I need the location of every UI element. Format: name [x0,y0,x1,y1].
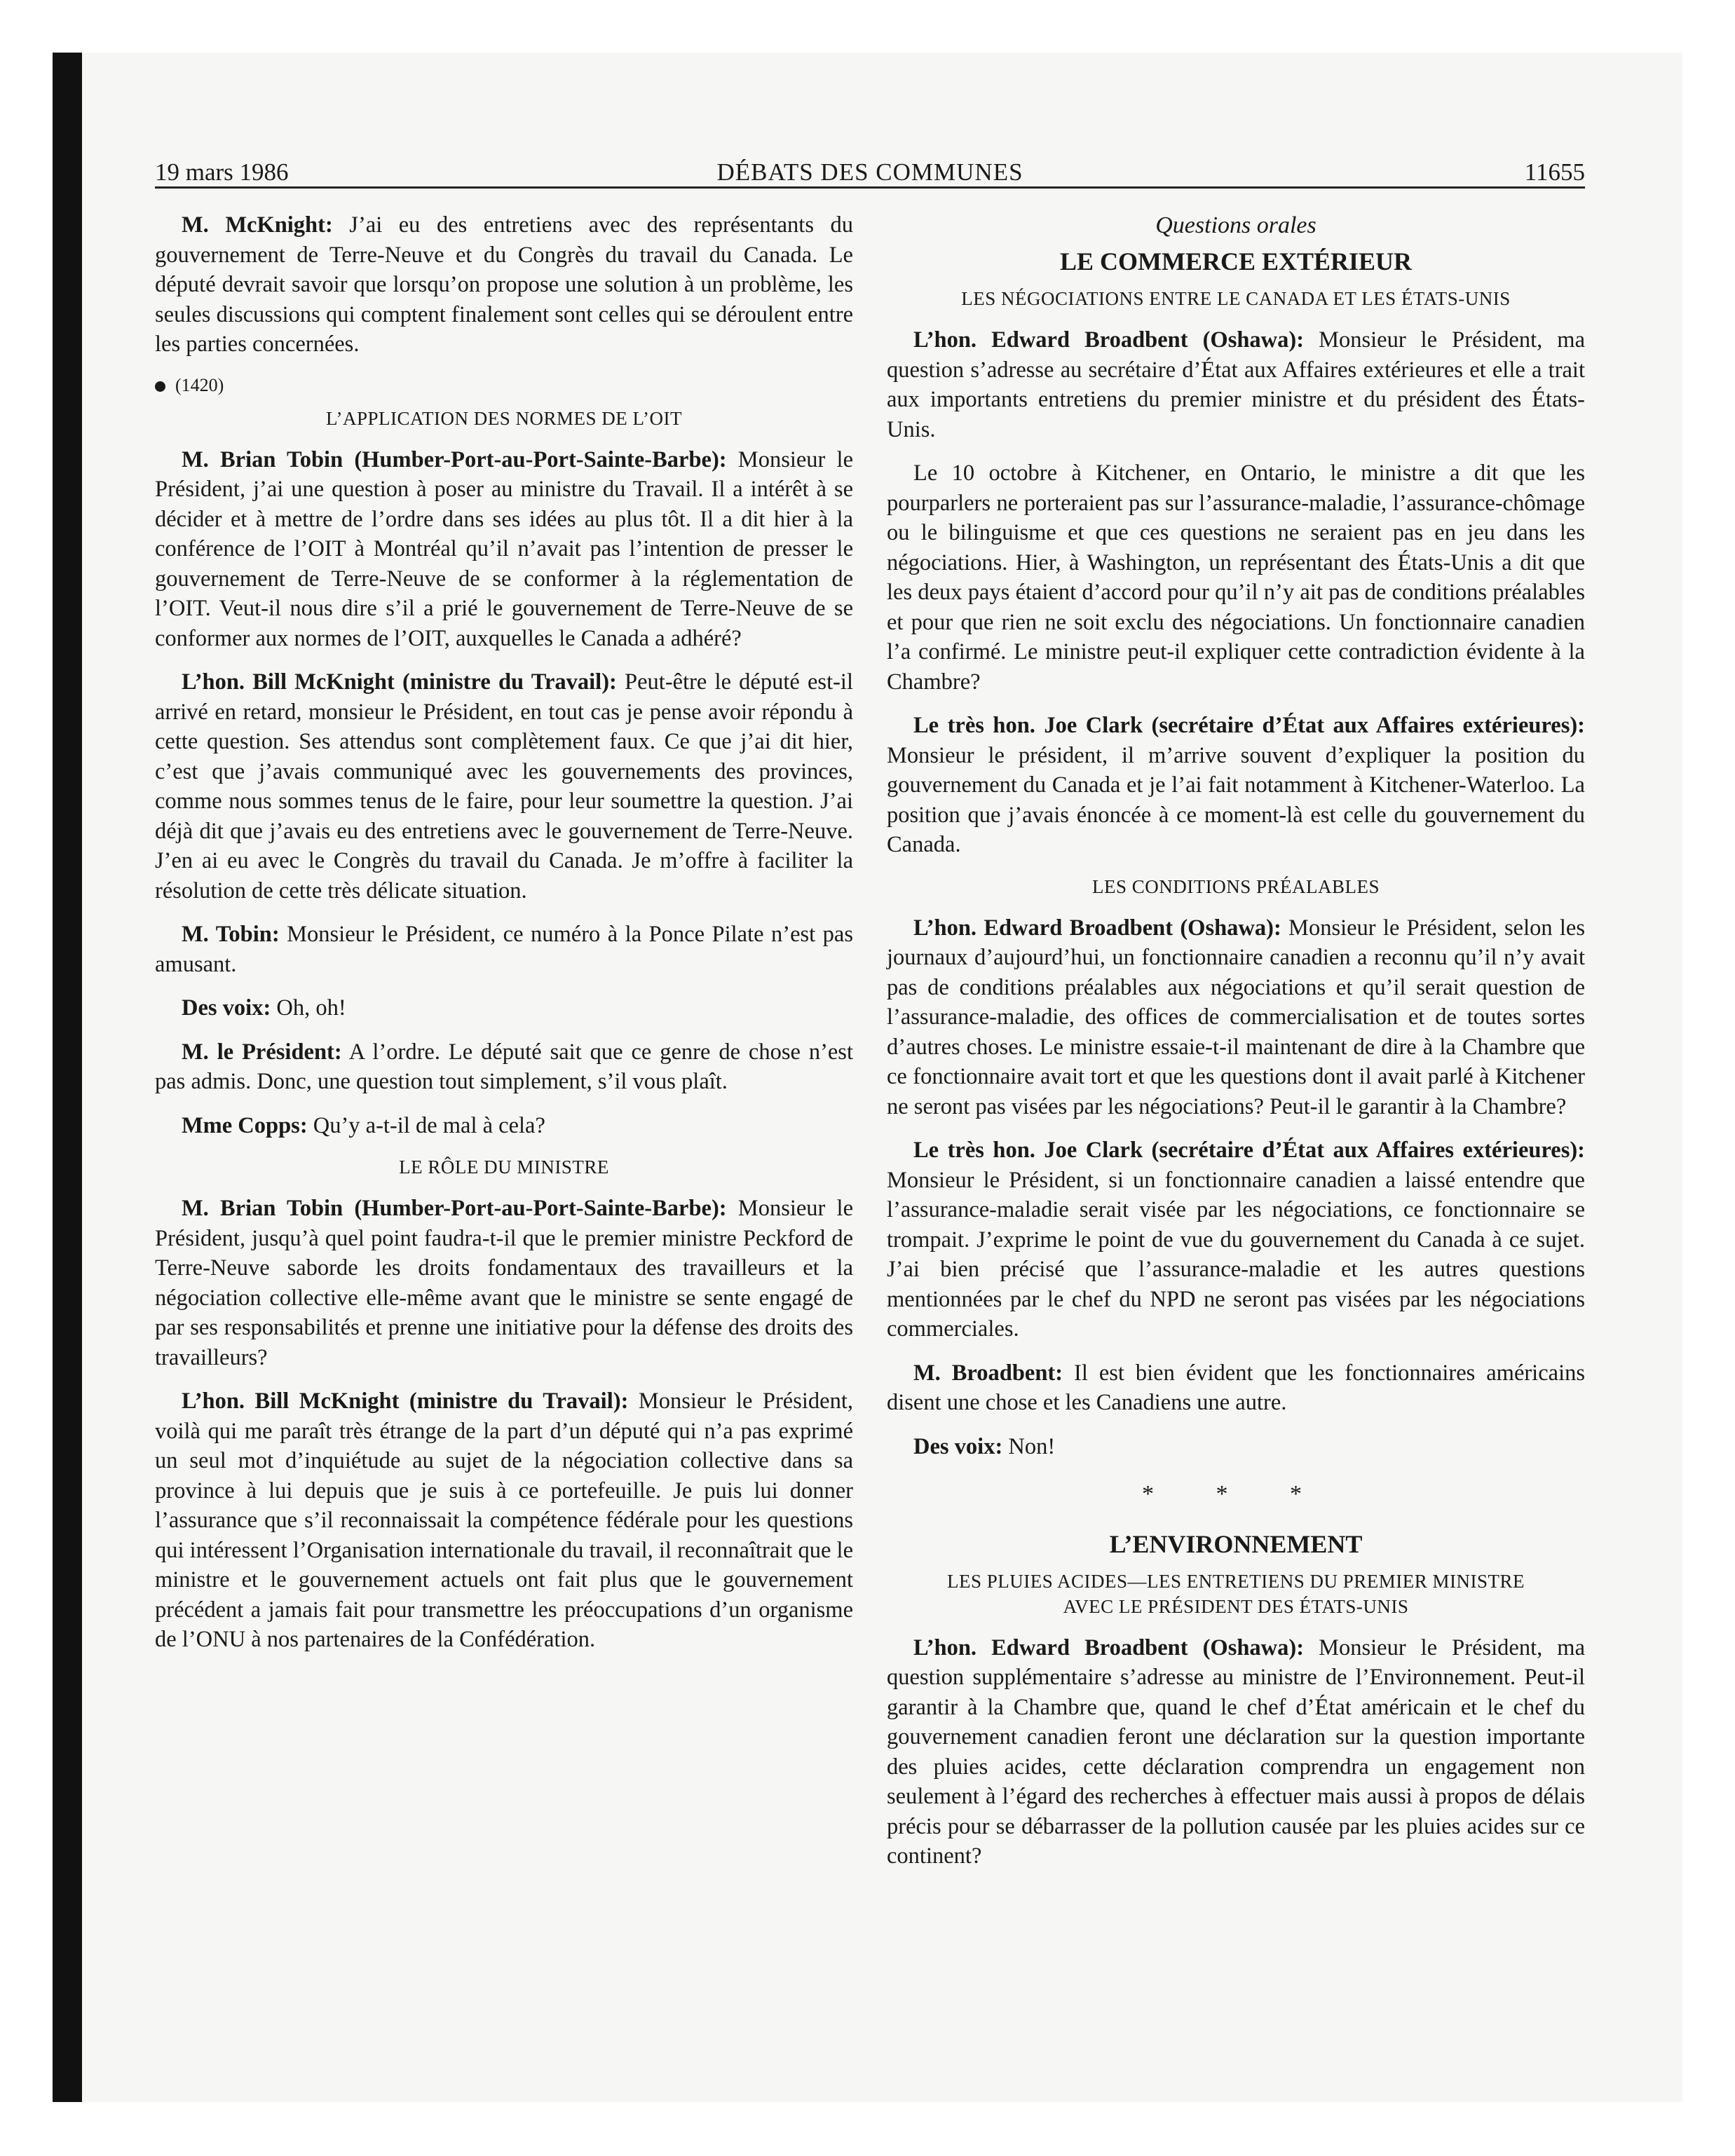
speaker-name: M. Brian Tobin (Humber-Port-au-Port-Sainte-Barbe): [182,446,727,472]
speech-text: Monsieur le Président, selon les journaux d’aujourd’hui, un fonctionnaire canadien a reconnu qu’il n’y avait pas de conditions préalables aux négociations et qu’il serait question de l’assurance-maladie, des offices de commercialisation et de toutes sortes d’autres choses. Le ministre essaie-t-il maintenant de dire à la Chambre que ce fonctionnaire avait tort et que les questions dont il avait parlé à Kitchener ne seront pas visées par les négociations? Peut-il le garantir à la Chambre? [887,915,1585,1119]
speaker-name: L’hon. Edward Broadbent (Oshawa): [913,327,1305,353]
paragraph [155,920,853,979]
speech-text: Le 10 octobre à Kitchener, en Ontario, le ministre a dit que les pourparlers ne porteraient pas sur l’assurance-maladie, l’assurance-chômage ou le bilinguisme et que ces questions ne seraient pas en jeu dans les négociations. Hier, à Washington, un représentant des États-Unis a dit que les deux pays étaient d’accord pour qu’il n’y ait pas de conditions préalables et pour que rien ne soit exclu des négociations. Un fonctionnaire canadien l’a confirmé. Le ministre peut-il expliquer cette contradiction évidente à la Chambre? [887,460,1585,695]
header-rule [155,186,1585,189]
speech-text: Qu’y a-t-il de mal à cela? [307,1112,545,1138]
paragraph [155,210,853,360]
timestamp [155,374,853,397]
subheading: LES CONDITIONS PRÉALABLES [1091,875,1380,897]
speech-text: Monsieur le Président, ce numéro à la Ponce Pilate n’est pas amusant. [155,922,853,977]
subheading-line: AVEC LE PRÉSIDENT DES ÉTATS-UNIS [1063,1595,1409,1617]
subheading [887,1569,1585,1619]
section-separator: * * * [1142,1481,1330,1507]
paragraph [887,458,1585,697]
speaker-name: Des voix: [913,1433,1003,1459]
paragraph [887,1358,1585,1418]
speech-text: A l’ordre. Le député sait que ce genre de chose n’est pas admis. Donc, une question tout simplement, s’il vous plaît. [155,1039,853,1094]
scan-edge [53,53,82,2102]
speaker-name: L’hon. Edward Broadbent (Oshawa): [913,1635,1305,1660]
paragraph [887,1432,1585,1462]
speech-text: J’ai eu des entretiens avec des représentants du gouvernement de Terre-Neuve et du Congrès du travail du Canada. Le député devrait savoir que lorsqu’on propose une solution à un problème, les seules discussions qui comptent finalement sont celles qui se déroulent entre les parties concernées. [155,212,853,357]
subheading-line: LES PLUIES ACIDES—LES ENTRETIENS DU PREMIER MINISTRE [946,1570,1525,1592]
speaker-name: Mme Copps: [182,1112,308,1138]
speaker-name: Le très hon. Joe Clark (secrétaire d’État aux Affaires extérieures): [913,713,1585,738]
speaker-name: M. Brian Tobin (Humber-Port-au-Port-Sainte-Barbe): [182,1196,727,1221]
paragraph [887,1135,1585,1344]
paragraph [887,711,1585,860]
subheading: LES NÉGOCIATIONS ENTRE LE CANADA ET LES ÉTATS-UNIS [961,288,1511,309]
left-column [155,210,853,1669]
main-heading: LE COMMERCE EXTÉRIEUR [1059,247,1413,275]
bullet-icon [155,381,165,392]
main-heading: L’ENVIRONNEMENT [1109,1529,1363,1558]
paragraph [887,325,1585,444]
speaker-name: M. Broadbent: [913,1360,1063,1386]
paragraph [155,445,853,654]
subheading: L’APPLICATION DES NORMES DE L’OIT [325,407,683,429]
paragraph [155,1386,853,1655]
speech-text: Non! [1002,1433,1056,1459]
header-title: DÉBATS DES COMMUNES [716,158,1023,186]
timestamp-text: (1420) [175,374,224,395]
subheading: LE RÔLE DU MINISTRE [399,1157,609,1178]
header-date: 19 mars 1986 [155,158,289,186]
paragraph [887,1633,1585,1871]
speech-text: Oh, oh! [271,995,346,1021]
speech-text: Monsieur le Président, j’ai une question à poser au ministre du Travail. Il a intérêt à se décider et à mettre de l’ordre dans ses idées au plus tôt. Il a dit hier à la conférence de l’OIT à Montréal qu’il n’avait pas l’intention de presser le gouvernement de Terre-Neuve de se conformer à la réglementation de l’OIT. Veut-il nous dire s’il a prié le gouvernement de Terre-Neuve de se conformer aux normes de l’OIT, auxquelles le Canada a adhéré? [155,446,854,651]
speaker-name: Des voix: [182,995,271,1021]
paragraph [155,1111,853,1141]
paragraph [155,1194,853,1372]
speech-text: Il est bien évident que les fonctionnaires américains disent une chose et les Canadiens une autre. [887,1360,1585,1415]
speaker-name: M. le Président: [182,1039,342,1065]
speaker-name: M. McKnight: [182,212,333,238]
paragraph [887,913,1585,1122]
speaker-name: L’hon. Bill McKnight (ministre du Travail): [182,1389,629,1414]
speech-text: Monsieur le Président, jusqu’à quel point faudra-t-il que le premier ministre Peckford de Terre-Neuve saborde les droits fondamentaux des travailleurs et la négociation collective elle-même avant que le ministre se sente engagé de par ses responsabilités et prenne une initiative pour la défense des droits des travailleurs? [155,1196,854,1370]
speech-text: Peut-être le député est-il arrivé en retard, monsieur le Président, en tout cas je pense avoir répondu à cette question. Ses attendus sont complètement faux. Ce que j’ai dit hier, c’est que j’avais communiqué avec les gouvernements des provinces, comme nous sommes tenus de le faire, pour leur soumettre la question. J’ai déjà dit que j’avais eu des entretiens avec le gouvernement de Terre-Neuve. J’en ai eu avec le Congrès du travail du Canada. Je m’offre à faciliter la résolution de cette très délicate situation. [155,669,853,903]
speaker-name: M. Tobin: [182,922,280,947]
right-column [887,210,1585,1885]
speaker-name: Le très hon. Joe Clark (secrétaire d’État aux Affaires extérieures): [913,1138,1585,1163]
speech-text: Monsieur le Président, voilà qui me paraît très étrange de la part d’un député qui n’a pas exprimé un seul mot d’inquiétude au sujet de la négociation collective dans sa province à lui depuis que je suis à ce portefeuille. Je puis lui donner l’assurance que s’il reconnaissait la compétence fédérale pour les questions qui intéressent l’Organisation internationale du travail, il reconnaîtrait que le ministre et le gouvernement actuels ont fait plus que le gouvernement précédent a jamais fait pour transmettre les préoccupations d’un organisme de l’ONU à nos partenaires de la Confédération. [155,1389,853,1652]
speaker-name: L’hon. Bill McKnight (ministre du Travail): [182,669,617,695]
speech-text: Monsieur le président, il m’arrive souvent d’expliquer la position du gouvernement du Canada et je l’ai fait notamment à Kitchener-Waterloo. La position que j’avais énoncée à ce moment-là est celle du gouvernement du Canada. [887,742,1585,857]
speech-text: Monsieur le Président, si un fonctionnaire canadien a laissé entendre que l’assurance-maladie serait visée par les négociations, ce fonctionnaire se trompait. J’exprime le point de vue du gouvernement du Canada à ce sujet. J’ai bien précisé que l’assurance-maladie et les autres questions mentionnées par le chef du NPD ne seront pas visées par les négociations commerciales. [887,1167,1585,1342]
paragraph [155,993,853,1023]
header-page-number: 11655 [1524,158,1585,186]
speech-text: Monsieur le Président, ma question s’adresse au secrétaire d’État aux Affaires extérieures et elle a trait aux importants entretiens du premier ministre et du président des États-Unis. [887,327,1585,442]
section-label: Questions orales [1155,212,1316,238]
speech-text: Monsieur le Président, ma question supplémentaire s’adresse au ministre de l’Environnement. Peut-il garantir à la Chambre que, quand le chef d’État américain et le chef du gouvernement canadien feront une déclaration sur la question importante des pluies acides, cette déclaration comprendra un engagement non seulement à l’égard des recherches à effectuer mais aussi à propos de délais précis pour se débarrasser de la pollution causée par les pluies acides sur ce continent? [887,1635,1585,1869]
speaker-name: L’hon. Edward Broadbent (Oshawa): [913,915,1281,941]
page-header [155,156,1585,189]
paragraph [155,667,853,906]
paragraph [155,1037,853,1097]
